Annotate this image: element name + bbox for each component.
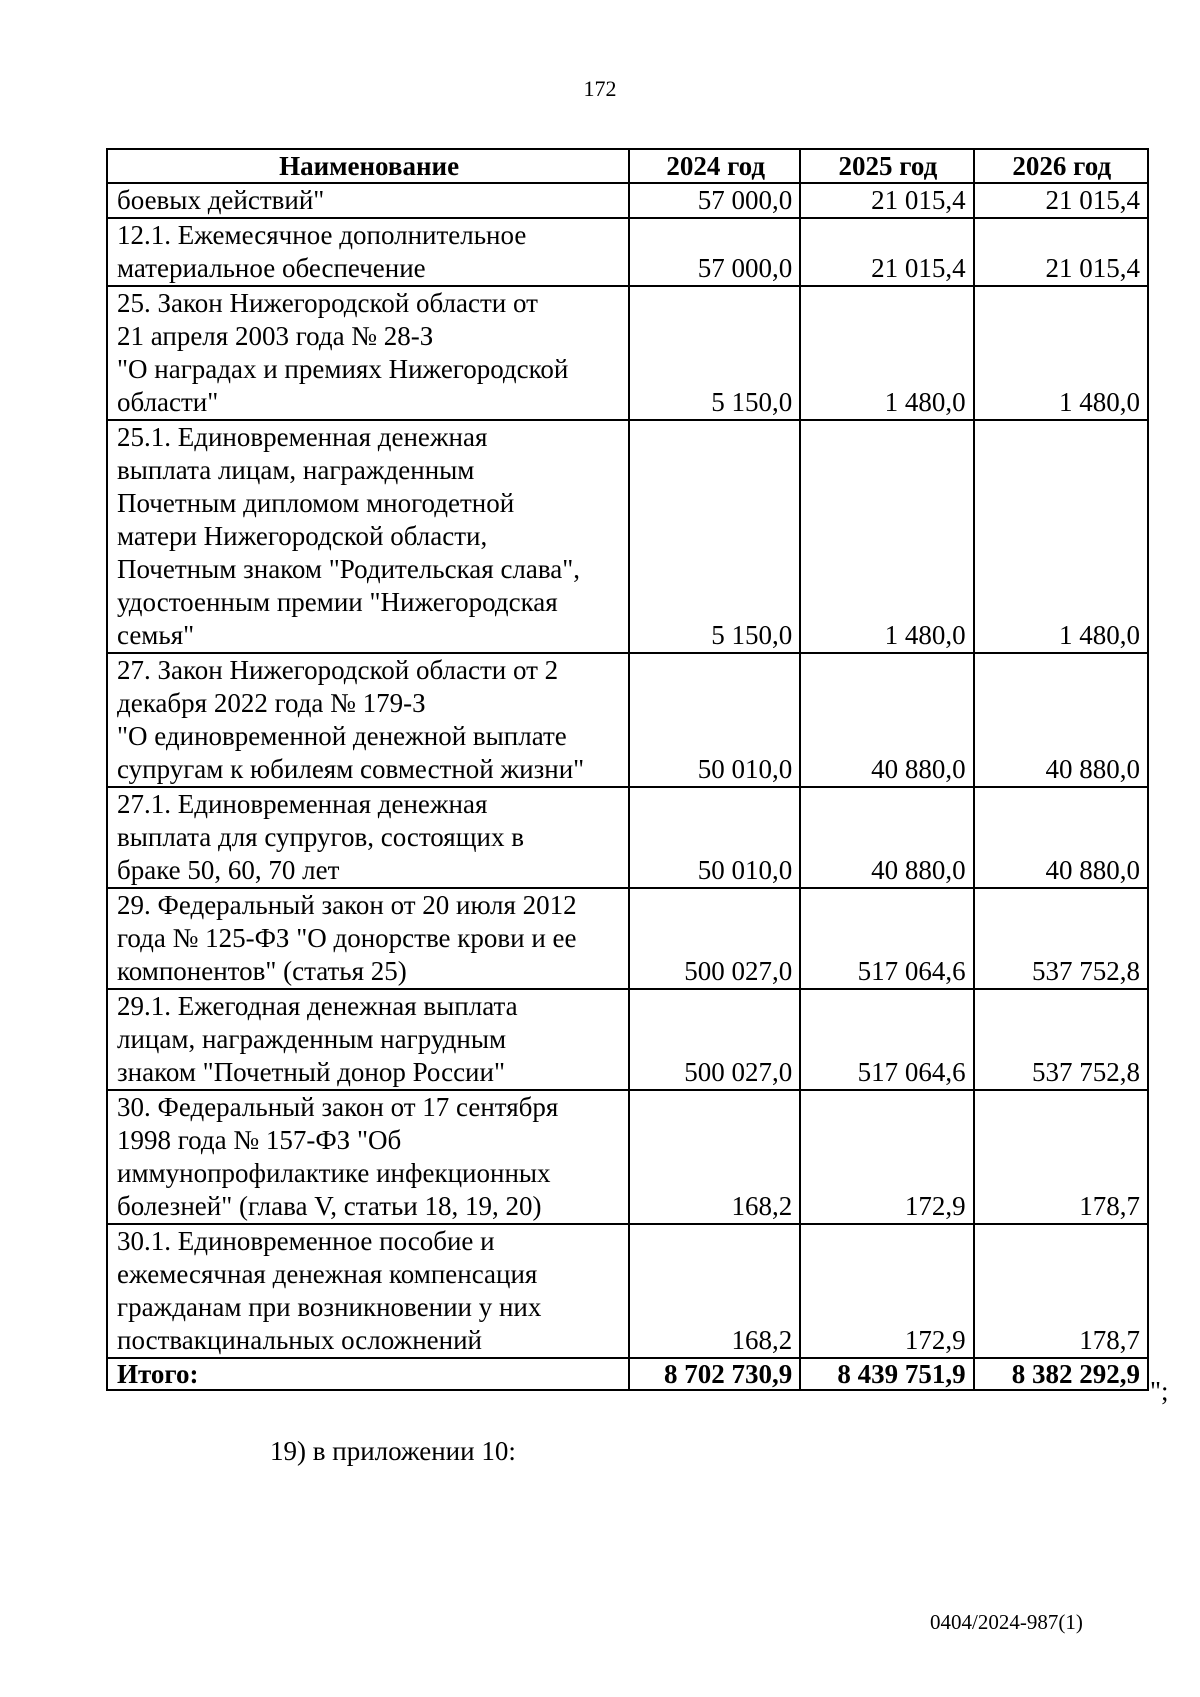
row-value-2025: 1 480,0: [800, 286, 973, 420]
row-name-line: "О единовременной денежной выплате: [117, 721, 567, 751]
document-code: 0404/2024-987(1): [930, 1610, 1083, 1634]
header-name: Наименование: [107, 149, 629, 183]
table-row: [107, 1090, 1148, 1224]
row-name-line: области": [117, 387, 219, 417]
header-2025: 2025 год: [800, 149, 973, 183]
row-name-line: матери Нижегородской области,: [117, 521, 488, 551]
row-name-cell: [107, 183, 629, 218]
row-name-cell: [107, 420, 629, 653]
row-name-line: Почетным дипломом многодетной: [117, 488, 515, 518]
row-value-2024: 168,2: [629, 1090, 800, 1224]
table-row: [107, 653, 1148, 787]
row-name-line: "О наградах и премиях Нижегородской: [117, 354, 569, 384]
row-value-2026: 21 015,4: [974, 183, 1148, 218]
row-name-line: выплата для супругов, состоящих в: [117, 822, 524, 852]
row-value-2024: 57 000,0: [629, 218, 800, 286]
row-name-line: семья": [117, 620, 195, 650]
row-value-2025: 1 480,0: [800, 420, 973, 653]
row-name-line: компонентов" (статья 25): [117, 956, 407, 986]
table-row: [107, 888, 1148, 989]
total-2025: 8 439 751,9: [800, 1358, 973, 1390]
table-row: [107, 787, 1148, 888]
row-name-line: 29.1. Ежегодная денежная выплата: [117, 991, 518, 1021]
row-name-line: 30. Федеральный закон от 17 сентября: [117, 1092, 559, 1122]
row-name-line: боевых действий": [117, 185, 325, 215]
row-name-line: 27.1. Единовременная денежная: [117, 789, 488, 819]
row-name-line: 1998 года № 157-ФЗ "Об: [117, 1125, 402, 1155]
table-row: [107, 183, 1148, 218]
row-name-line: поствакцинальных осложнений: [117, 1325, 482, 1355]
budget-table: [106, 148, 1149, 1391]
row-value-2026: 40 880,0: [974, 653, 1148, 787]
row-name-line: 12.1. Ежемесячное дополнительное: [117, 220, 527, 250]
row-value-2026: 178,7: [974, 1224, 1148, 1358]
table-row: [107, 989, 1148, 1090]
row-name-line: 29. Федеральный закон от 20 июля 2012: [117, 890, 577, 920]
row-name-line: болезней" (глава V, статьи 18, 19, 20): [117, 1191, 542, 1221]
page-number: 172: [583, 76, 617, 101]
total-2026: 8 382 292,9: [974, 1358, 1148, 1390]
row-name-line: супругам к юбилеям совместной жизни": [117, 754, 585, 784]
next-item-text: 19) в приложении 10:: [270, 1436, 516, 1466]
row-value-2024: 500 027,0: [629, 989, 800, 1090]
header-2024: 2024 год: [629, 149, 800, 183]
header-2026: 2026 год: [974, 149, 1148, 183]
table-row: [107, 218, 1148, 286]
total-2024: 8 702 730,9: [629, 1358, 800, 1390]
row-name-cell: [107, 218, 629, 286]
row-name-line: иммунопрофилактике инфекционных: [117, 1158, 551, 1188]
row-name-line: 25. Закон Нижегородской области от: [117, 288, 538, 318]
row-value-2024: 50 010,0: [629, 787, 800, 888]
row-name-line: браке 50, 60, 70 лет: [117, 855, 340, 885]
row-value-2026: 21 015,4: [974, 218, 1148, 286]
row-name-cell: [107, 888, 629, 989]
row-name-line: гражданам при возникновении у них: [117, 1292, 542, 1322]
row-value-2025: 517 064,6: [800, 888, 973, 989]
table-header-row: [107, 149, 1148, 183]
row-name-cell: [107, 989, 629, 1090]
row-value-2024: 500 027,0: [629, 888, 800, 989]
row-value-2024: 5 150,0: [629, 286, 800, 420]
row-name-line: выплата лицам, награжденным: [117, 455, 475, 485]
row-value-2024: 50 010,0: [629, 653, 800, 787]
row-name-cell: [107, 1090, 629, 1224]
row-name-line: ежемесячная денежная компенсация: [117, 1259, 538, 1289]
row-name-line: 25.1. Единовременная денежная: [117, 422, 488, 452]
row-value-2026: 178,7: [974, 1090, 1148, 1224]
row-value-2024: 5 150,0: [629, 420, 800, 653]
closing-quote: ";: [1150, 1376, 1169, 1406]
row-name-line: 27. Закон Нижегородской области от 2: [117, 655, 559, 685]
row-value-2025: 172,9: [800, 1224, 973, 1358]
table-row: [107, 1224, 1148, 1358]
row-name-line: лицам, награжденным нагрудным: [117, 1024, 507, 1054]
row-name-line: года № 125-ФЗ "О донорстве крови и ее: [117, 923, 577, 953]
row-name-line: материальное обеспечение: [117, 253, 426, 283]
row-name-line: знаком "Почетный донор России": [117, 1057, 505, 1087]
row-name-line: 21 апреля 2003 года № 28-З: [117, 321, 434, 351]
row-name-line: удостоенным премии "Нижегородская: [117, 587, 558, 617]
row-value-2026: 1 480,0: [974, 420, 1148, 653]
row-value-2025: 517 064,6: [800, 989, 973, 1090]
row-name-line: декабря 2022 года № 179-З: [117, 688, 426, 718]
row-value-2025: 40 880,0: [800, 787, 973, 888]
row-name-line: Почетным знаком "Родительская слава",: [117, 554, 581, 584]
row-value-2026: 537 752,8: [974, 888, 1148, 989]
row-name-cell: [107, 653, 629, 787]
row-name-line: 30.1. Единовременное пособие и: [117, 1226, 495, 1256]
table-row: [107, 420, 1148, 653]
total-row: [107, 1358, 1148, 1390]
row-value-2025: 172,9: [800, 1090, 973, 1224]
table-body: [107, 183, 1148, 1358]
row-value-2025: 40 880,0: [800, 653, 973, 787]
row-value-2024: 57 000,0: [629, 183, 800, 218]
row-value-2026: 40 880,0: [974, 787, 1148, 888]
row-value-2026: 1 480,0: [974, 286, 1148, 420]
row-value-2025: 21 015,4: [800, 218, 973, 286]
row-value-2025: 21 015,4: [800, 183, 973, 218]
total-label: Итого:: [107, 1358, 629, 1390]
row-value-2024: 168,2: [629, 1224, 800, 1358]
row-name-cell: [107, 286, 629, 420]
row-name-cell: [107, 1224, 629, 1358]
row-value-2026: 537 752,8: [974, 989, 1148, 1090]
row-name-cell: [107, 787, 629, 888]
table-row: [107, 286, 1148, 420]
